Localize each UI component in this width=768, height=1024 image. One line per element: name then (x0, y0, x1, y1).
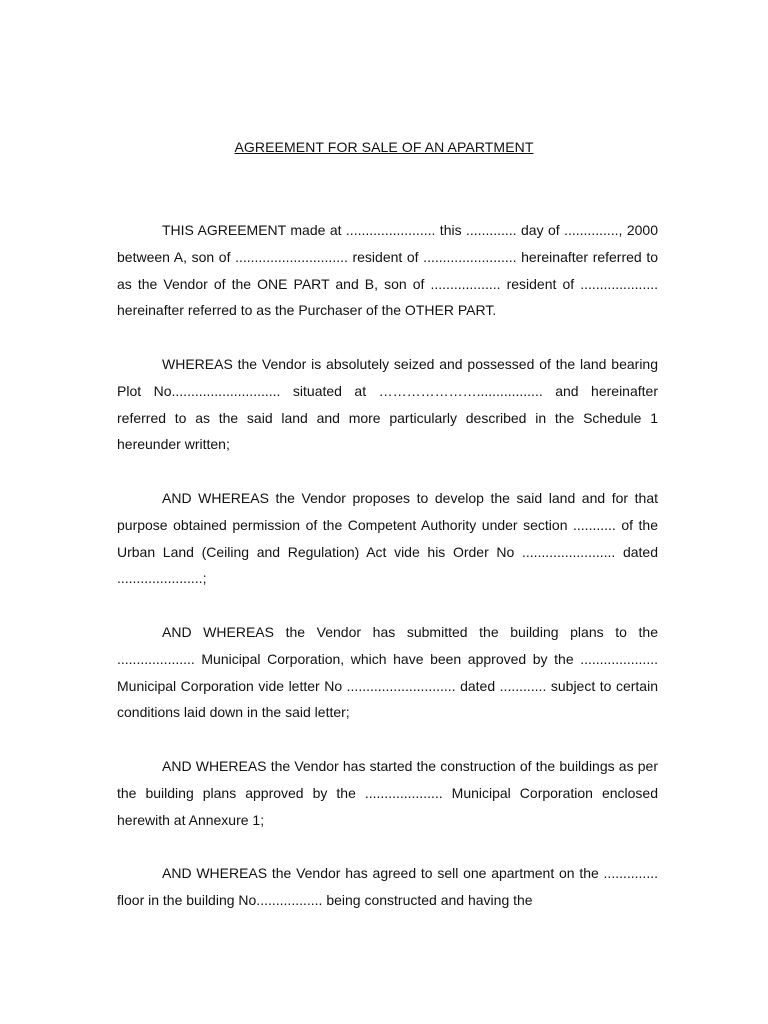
paragraph-apartment-sale: AND WHEREAS the Vendor has agreed to sell one apartment on the .............. floor in the building No................. being constructed and having the (117, 865, 658, 908)
paragraph-development-permission: AND WHEREAS the Vendor proposes to develop the said land and for that purpose obtained permission of the Competent Authority under section ........... of the Urban Land (Ceiling and Regulation) Act vide his Order No ........................ dated ......................; (117, 489, 658, 587)
document-title: AGREEMENT FOR SALE OF AN APARTMENT (234, 139, 534, 155)
paragraph-building-plans: AND WHEREAS the Vendor has submitted the building plans to the .................... Municipal Corporation, which have been approved by the .................... Municipal Corporation vide letter No ............................ dated ............ subject to certain conditions laid down in the said letter; (117, 623, 658, 721)
document-body (117, 217, 658, 941)
paragraph-land-ownership: WHEREAS the Vendor is absolutely seized and possessed of the land bearing Plot No............................ situated at …………………................. and hereinafter referred to as the said land and more particularly described in the Schedule 1 hereunder written; (117, 355, 658, 453)
paragraph-construction-started: AND WHEREAS the Vendor has started the construction of the buildings as per the building plans approved by the .................... Municipal Corporation enclosed herewith at Annexure 1; (117, 757, 658, 828)
paragraph-agreement-parties: THIS AGREEMENT made at ....................... this ............. day of .............., 2000 between A, son of ............................. resident of ........................ hereinafter referred to as the Vendor of the ONE PART and B, son of .................. resident of .................... hereinafter referred to as the Purchaser of the OTHER PART. (117, 222, 658, 319)
